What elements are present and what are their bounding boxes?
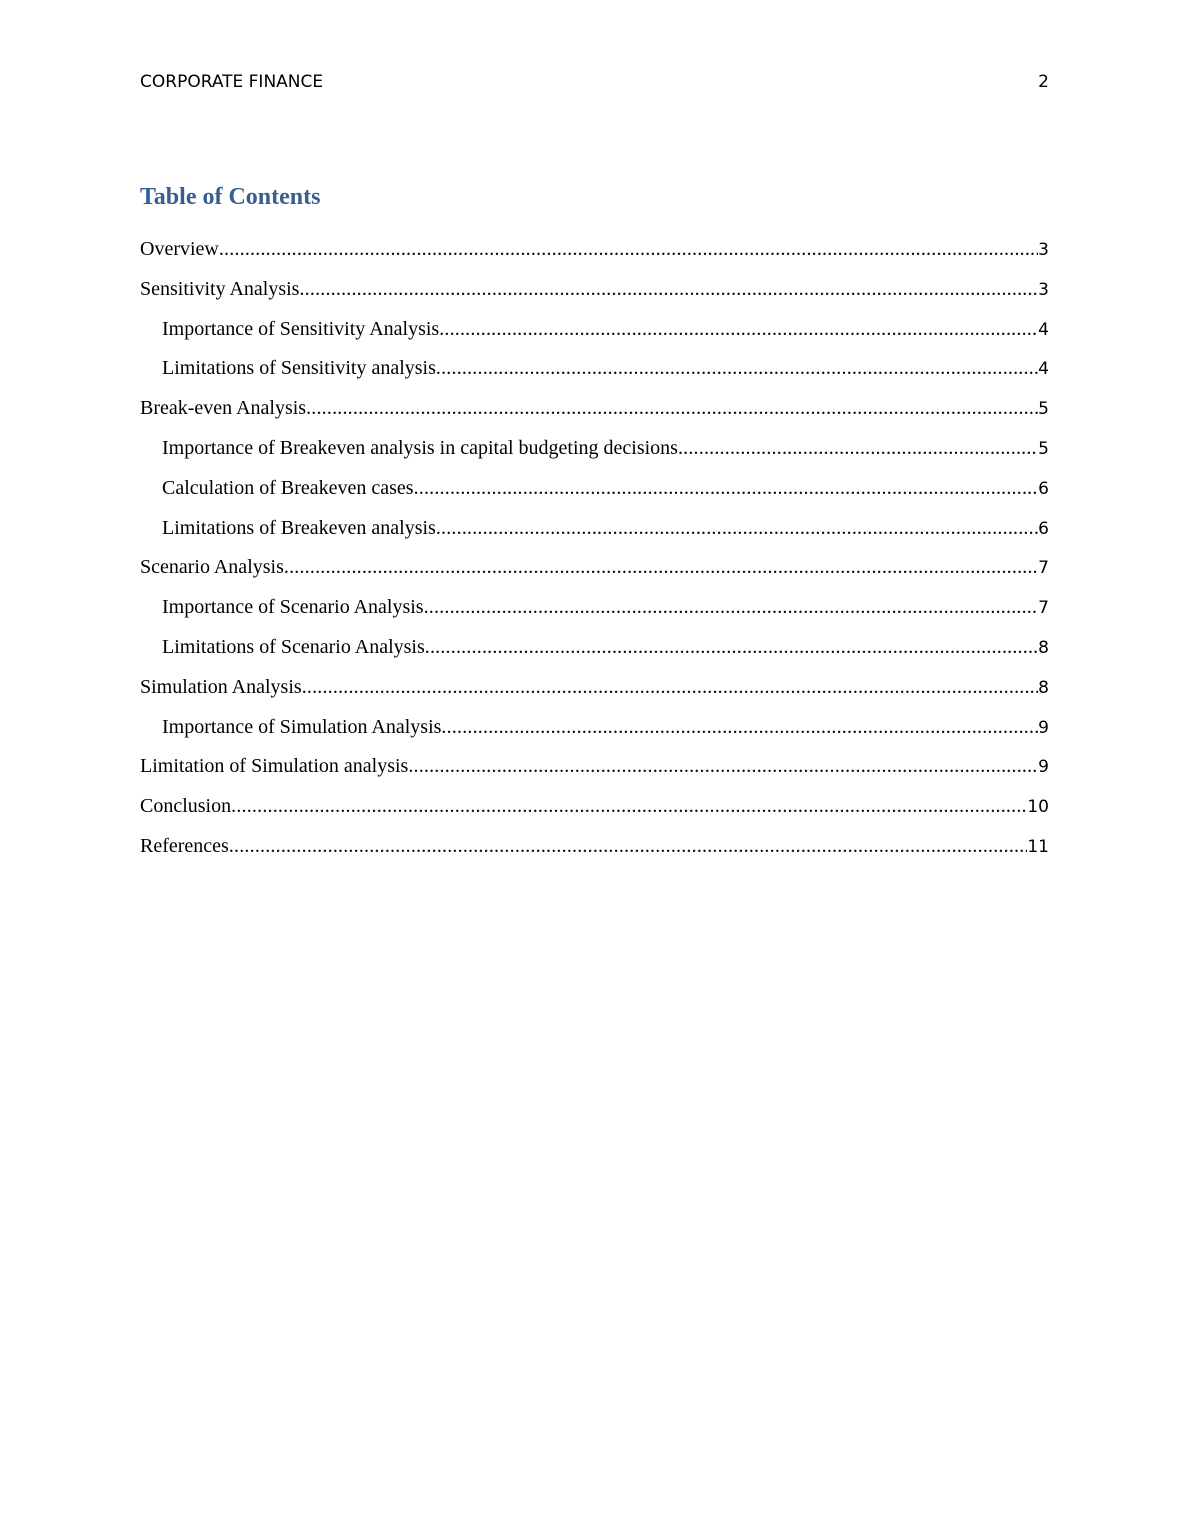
toc-entry-importance-of-sensitivity-analysis[interactable] bbox=[140, 318, 1049, 358]
header-page-number: 2 bbox=[1038, 72, 1049, 92]
dot-leader bbox=[436, 357, 1038, 380]
toc-entry-label: Break-even Analysis bbox=[140, 397, 307, 420]
toc-entry-page: 5 bbox=[1038, 438, 1049, 459]
toc-entry-page: 6 bbox=[1038, 478, 1049, 499]
toc-entry-page: 8 bbox=[1038, 637, 1049, 658]
toc-entry-references[interactable] bbox=[140, 835, 1049, 875]
dot-leader bbox=[302, 676, 1038, 699]
toc-entry-page: 8 bbox=[1038, 677, 1049, 698]
toc-entry-sensitivity-analysis[interactable] bbox=[140, 278, 1049, 318]
toc-entry-label: Scenario Analysis bbox=[140, 556, 284, 579]
toc-entry-page: 11 bbox=[1027, 836, 1049, 857]
toc-entry-limitations-of-sensitivity-analysis[interactable] bbox=[140, 357, 1049, 397]
dot-leader bbox=[229, 835, 1028, 858]
toc-entry-label: Limitation of Simulation analysis bbox=[140, 755, 409, 778]
dot-leader bbox=[219, 238, 1038, 261]
dot-leader bbox=[299, 278, 1038, 301]
toc-entry-scenario-analysis[interactable] bbox=[140, 556, 1049, 596]
toc-entry-importance-of-simulation-analysis[interactable] bbox=[140, 716, 1049, 756]
toc-entry-label: Simulation Analysis bbox=[140, 675, 302, 698]
toc-entry-page: 4 bbox=[1038, 359, 1049, 380]
dot-leader bbox=[439, 318, 1038, 341]
toc-entry-limitation-of-simulation-analysis[interactable] bbox=[140, 755, 1049, 795]
toc-entry-label: Calculation of Breakeven cases bbox=[162, 476, 414, 499]
toc-entry-overview[interactable] bbox=[140, 238, 1049, 278]
toc-entry-importance-of-scenario-analysis[interactable] bbox=[140, 596, 1049, 636]
toc-entry-page: 7 bbox=[1038, 598, 1049, 619]
toc-entry-page: 7 bbox=[1038, 558, 1049, 579]
toc-entry-importance-of-breakeven-analysis[interactable] bbox=[140, 437, 1049, 477]
toc-entry-page: 9 bbox=[1038, 717, 1049, 738]
page-header bbox=[140, 72, 1049, 96]
toc-entry-conclusion[interactable] bbox=[140, 795, 1049, 835]
toc-entry-break-even-analysis[interactable] bbox=[140, 397, 1049, 437]
dot-leader bbox=[306, 397, 1038, 420]
toc-heading: Table of Contents bbox=[140, 184, 321, 210]
dot-leader bbox=[414, 477, 1039, 500]
dot-leader bbox=[678, 437, 1038, 460]
toc-entry-page: 9 bbox=[1038, 757, 1049, 778]
dot-leader bbox=[231, 795, 1027, 818]
toc-entry-label: Limitations of Breakeven analysis bbox=[162, 516, 436, 539]
toc-entry-label: Limitations of Scenario Analysis bbox=[162, 635, 425, 658]
table-of-contents bbox=[140, 238, 1049, 875]
dot-leader bbox=[441, 716, 1038, 739]
toc-entry-page: 6 bbox=[1038, 518, 1049, 539]
toc-entry-page: 10 bbox=[1027, 797, 1049, 818]
toc-entry-label: Conclusion bbox=[140, 795, 232, 818]
toc-entry-limitations-of-scenario-analysis[interactable] bbox=[140, 636, 1049, 676]
toc-entry-page: 4 bbox=[1038, 319, 1049, 340]
toc-entry-calculation-of-breakeven-cases[interactable] bbox=[140, 477, 1049, 517]
toc-entry-page: 5 bbox=[1038, 399, 1049, 420]
toc-entry-label: Importance of Simulation Analysis bbox=[162, 715, 442, 738]
toc-entry-label: Importance of Breakeven analysis in capital budgeting decisions bbox=[162, 436, 678, 459]
toc-entry-label: Importance of Sensitivity Analysis bbox=[162, 317, 440, 340]
toc-entry-label: Importance of Scenario Analysis bbox=[162, 596, 424, 619]
dot-leader bbox=[436, 517, 1038, 540]
toc-entry-page: 3 bbox=[1038, 240, 1049, 260]
toc-entry-page: 3 bbox=[1038, 279, 1049, 300]
toc-entry-simulation-analysis[interactable] bbox=[140, 676, 1049, 716]
toc-entry-label: References bbox=[140, 834, 229, 857]
toc-entry-label: Overview bbox=[140, 238, 219, 260]
toc-entry-limitations-of-breakeven-analysis[interactable] bbox=[140, 517, 1049, 557]
dot-leader bbox=[425, 636, 1038, 659]
dot-leader bbox=[424, 596, 1039, 619]
toc-entry-label: Sensitivity Analysis bbox=[140, 277, 300, 300]
toc-entry-label: Limitations of Sensitivity analysis bbox=[162, 357, 436, 380]
running-header-title: CORPORATE FINANCE bbox=[140, 72, 324, 92]
dot-leader bbox=[408, 755, 1038, 778]
dot-leader bbox=[284, 556, 1038, 579]
